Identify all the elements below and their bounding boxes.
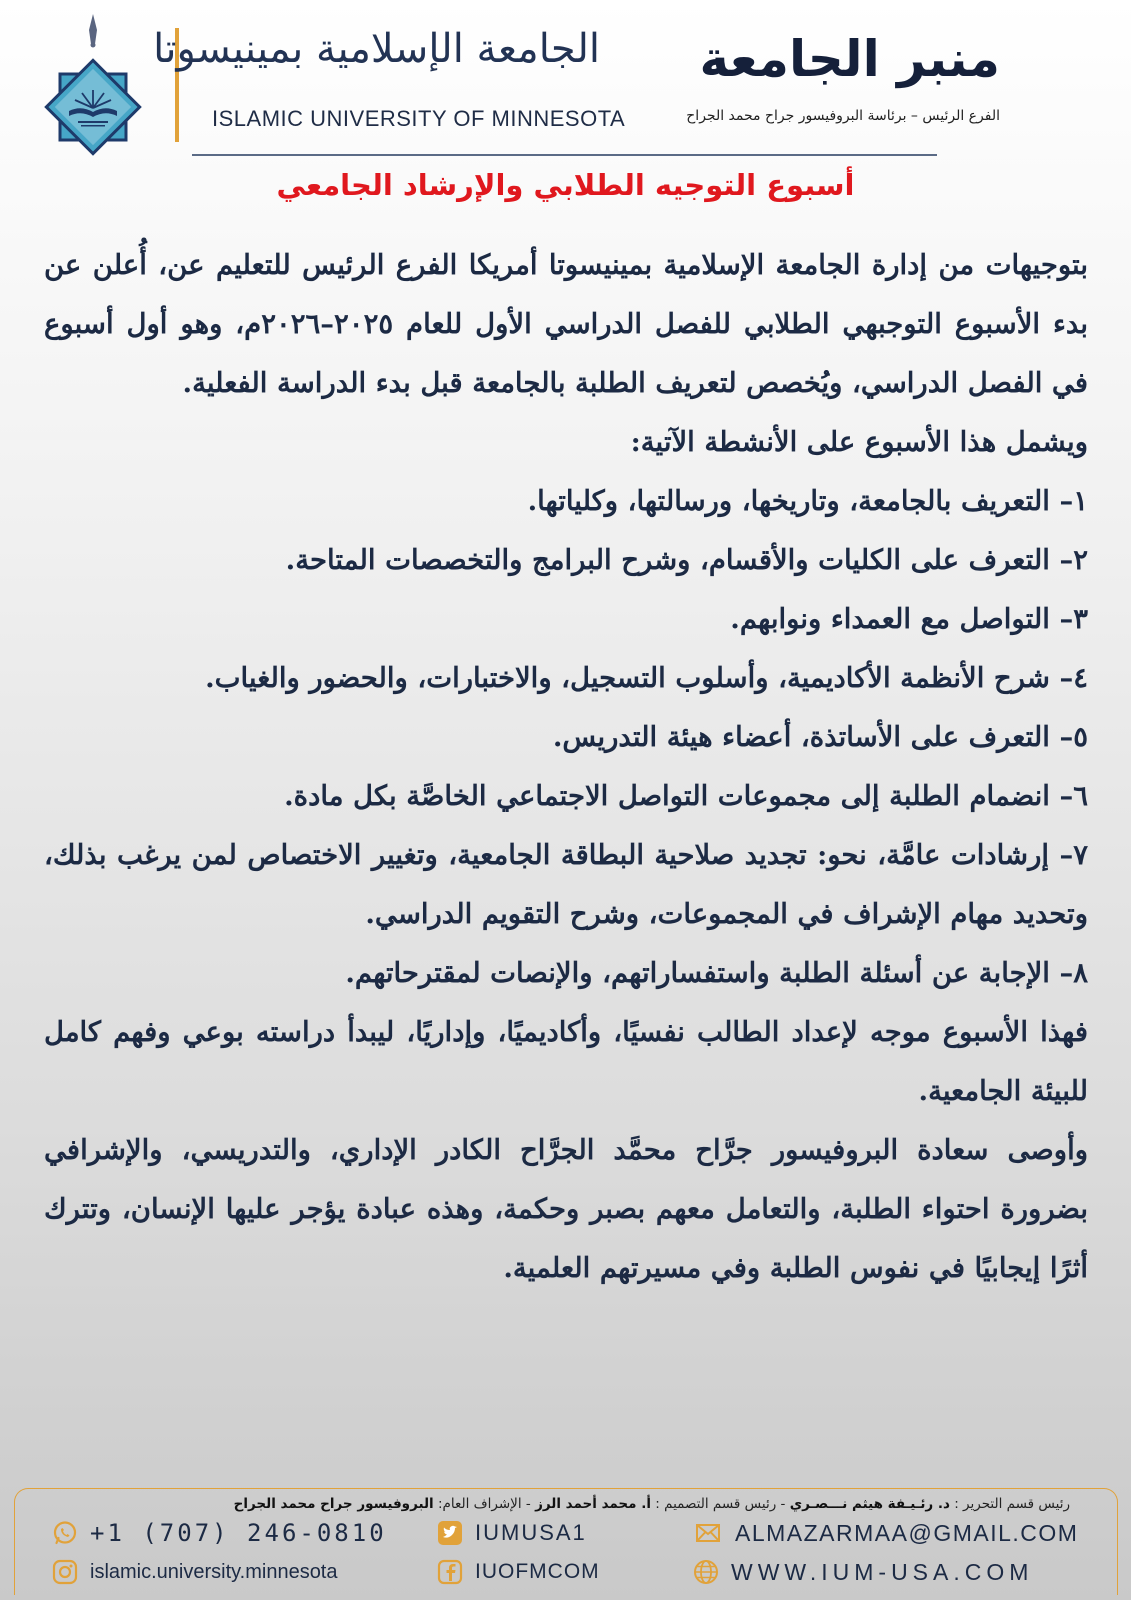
website-url: WWW.IUM-USA.COM [731, 1558, 1034, 1585]
page-header [0, 0, 1131, 160]
twitter-icon [437, 1520, 463, 1546]
mail-icon [693, 1520, 723, 1546]
closing-paragraph: وأوصى سعادة البروفيسور جرَّاح محمَّد الجرَّاح الكادر الإداري، والتدريسي، والإشرافي بضرورة احتواء الطلبة، والتعامل معهم بصبر وحكمة، وهذه عبادة يؤجر عليها الإنسان، وتترك أثرًا إيجابيًا في نفوس الطلبة وفي مسيرتهم العلمية. [44, 1134, 1088, 1284]
whatsapp-icon [52, 1520, 78, 1546]
list-item: ٧– إرشادات عامَّة، نحو: تجديد صلاحية البطاقة الجامعية، وتغيير الاختصاص لمن يرغب بذلك، وتحديد مهام الإشراف في المجموعات، وشرح التقويم الدراسي. [44, 839, 1088, 930]
list-item: ٥– التعرف على الأساتذة، أعضاء هيئة التدريس. [552, 721, 1088, 753]
email-address: ALMAZARMAA@GMAIL.COM [735, 1519, 1079, 1546]
supervision-label: - الإشراف العام: [437, 1496, 531, 1512]
university-name-english: ISLAMIC UNIVERSITY OF MINNESOTA [212, 106, 626, 131]
instagram-handle: islamic.university.minnesota [90, 1560, 338, 1583]
branch-line: الفرع الرئيس – برئاسة البروفيسور جراح محمد الجراح [686, 108, 1000, 124]
activities-list [44, 472, 1088, 1003]
facebook-contact[interactable] [437, 1556, 600, 1588]
list-item: ٨– الإجابة عن أسئلة الطلبة واستفساراتهم، والإنصات لمقترحاتهم. [345, 957, 1088, 989]
editor-name: د. رئـيـفة هيثم نـــصـري [789, 1496, 950, 1512]
instagram-icon [52, 1559, 78, 1585]
book-star-logo-icon [42, 14, 144, 160]
design-name: أ. محمد أحمد الرز [535, 1496, 651, 1512]
phone-contact[interactable] [52, 1517, 387, 1549]
university-name-arabic: الجامعة الإسلامية بمينيسوتا [153, 26, 600, 72]
design-label: - رئيس قسم التصميم : [655, 1496, 786, 1512]
email-contact[interactable] [693, 1517, 1078, 1549]
list-item: ٦– انضمام الطلبة إلى مجموعات التواصل الاجتماعي الخاصَّة بكل مادة. [284, 780, 1088, 812]
header-rule [192, 154, 937, 156]
publication-name: منبر الجامعة [699, 30, 1000, 88]
twitter-contact[interactable] [437, 1517, 587, 1549]
list-intro: ويشمل هذا الأسبوع على الأنشطة الآتية: [630, 426, 1088, 458]
page-title: أسبوع التوجيه الطلابي والإرشاد الجامعي [276, 168, 855, 202]
facebook-handle: IUOFMCOM [475, 1560, 600, 1583]
editor-label: رئيس قسم التحرير : [954, 1496, 1070, 1512]
list-item: ٣– التواصل مع العمداء ونوابهم. [730, 603, 1088, 635]
globe-icon [693, 1559, 719, 1585]
purpose-paragraph: فهذا الأسبوع موجه لإعداد الطالب نفسيًا، وأكاديميًا، وإداريًا، ليبدأ دراسته بوعي وفهم كامل للبيئة الجامعية. [44, 1016, 1088, 1107]
supervision-name: البروفيسور جراح محمد الجراح [233, 1496, 434, 1512]
intro-paragraph: بتوجيهات من إدارة الجامعة الإسلامية بمينيسوتا أمريكا الفرع الرئيس للتعليم عن، أُعلن عن بدء الأسبوع التوجبهي الطلابي للفصل الدراسي الأول للعام ٢٠٢٥–٢٠٢٦م، وهو أول أسبوع في الفصل الدراسي، ويُخصص لتعريف الطلبة بالجامعة قبل بدء الدراسة الفعلية. [44, 249, 1088, 399]
facebook-icon [437, 1559, 463, 1585]
instagram-contact[interactable] [52, 1556, 338, 1588]
twitter-handle: IUMUSA1 [475, 1520, 587, 1545]
list-item: ٢– التعرف على الكليات والأقسام، وشرح البرامج والتخصصات المتاحة. [285, 544, 1088, 576]
article-body [44, 236, 1088, 1298]
website-contact[interactable] [693, 1556, 1033, 1588]
phone-number: +1 (707) 246-0810 [90, 1519, 387, 1547]
list-item: ١– التعريف بالجامعة، وتاريخها، ورسالتها، وكلياتها. [527, 485, 1088, 517]
list-item: ٤– شرح الأنظمة الأكاديمية، وأسلوب التسجيل، والاختبارات، والحضور والغياب. [205, 662, 1088, 694]
credits-line [20, 1496, 1070, 1512]
